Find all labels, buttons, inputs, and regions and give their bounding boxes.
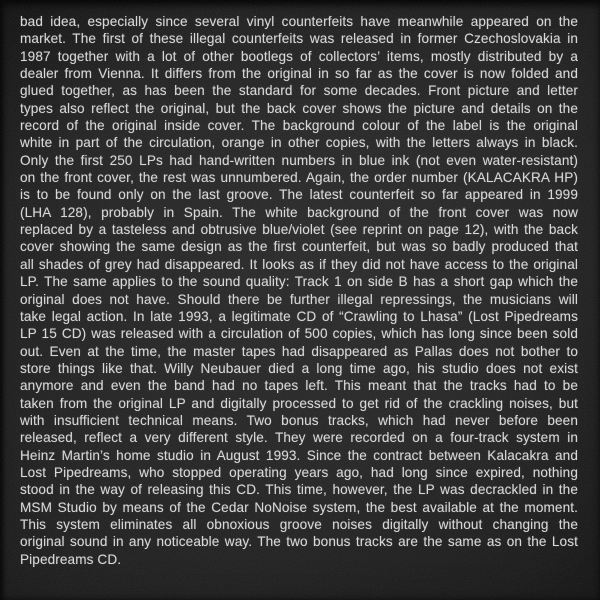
text-line: cover showing the same design as the first counterfeit, but was so badly produced that [20,239,578,255]
text-line: original does not have. Should there be further illegal repressings, the musicians will [20,291,578,307]
text-line: LP 15 CD) was released with a circulation of 500 copies, which has long since been sold [20,326,578,342]
text-line: market. The first of these illegal counterfeits was released in former Czechoslovakia in [20,31,578,47]
text-line: MSM Studio by means of the Cedar NoNoise system, the best available at the moment. [20,499,578,515]
text-line: Only the first 250 LPs had hand-written numbers in blue ink (not even water-resistant) [20,152,578,168]
text-line: bad idea, especially since several vinyl counterfeits have meanwhile appeared on the [20,14,578,29]
text-line: Heinz Martin’s home studio in August 1993. Since the contract between Kalacakra and [20,447,578,463]
liner-notes-paragraph [20,13,578,568]
text-line: glued together, as has been the standard for some decades. Front picture and letter [20,83,578,99]
text-line: on the front cover, the rest was unnumbered. Again, the order number (KALACAKRA HP) [20,170,578,186]
text-line: out. Even at the time, the master tapes had disappeared as Pallas does not bother to [20,343,578,359]
text-line: is to be found only on the last groove. The latest counterfeit so far appeared in 1999 [20,187,578,203]
text-line: record of the original inside cover. The background colour of the label is the original [20,118,578,134]
text-line: with insufficient technical means. Two bonus tracks, which had never before been [20,412,578,428]
text-line: LP. The same applies to the sound quality: Track 1 on side B has a short gap which the [20,274,578,290]
text-line: store things like that. Willy Neubauer died a long time ago, his studio does not exist [20,360,578,376]
text-line: Lost Pipedreams, who stopped operating years ago, had long since expired, nothing [20,464,578,480]
text-line: original sound in any noticeable way. The two bonus tracks are the same as on the Lost [20,534,578,550]
text-line: dealer from Vienna. It differs from the original in so far as the cover is now folded and [20,66,578,82]
text-line: stood in the way of releasing this CD. This time, however, the LP was decrackled in the [20,482,578,498]
text-line: taken from the original LP and digitally processed to get rid of the crackling noises, but [20,395,578,411]
text-line: all shades of grey had disappeared. It looks as if they did not have access to the original [20,256,578,272]
text-line: take legal action. In late 1993, a legitimate CD of “Crawling to Lhasa” (Lost Pipedreams [20,308,578,324]
text-line: This system eliminates all obnoxious groove noises digitally without changing the [20,516,578,532]
text-line: white in part of the circulation, orange in other copies, with the letters always in black. [20,135,578,151]
text-line: 1987 together with a lot of other bootlegs of collectors’ items, mostly distributed by a [20,48,578,64]
text-line: types also reflect the original, but the back cover shows the picture and details on the [20,100,578,116]
text-line: replaced by a tasteless and obtrusive blue/violet (see reprint on page 12), with the back [20,222,578,238]
text-line: (LHA 128), probably in Spain. The white background of the front cover was now [20,204,578,220]
text-line: Pipedreams CD. [20,551,122,567]
text-line: anymore and even the band had no tapes left. This meant that the tracks had to be [20,378,578,394]
text-line: released, reflect a very different style. They were recorded on a four-track system in [20,430,578,446]
